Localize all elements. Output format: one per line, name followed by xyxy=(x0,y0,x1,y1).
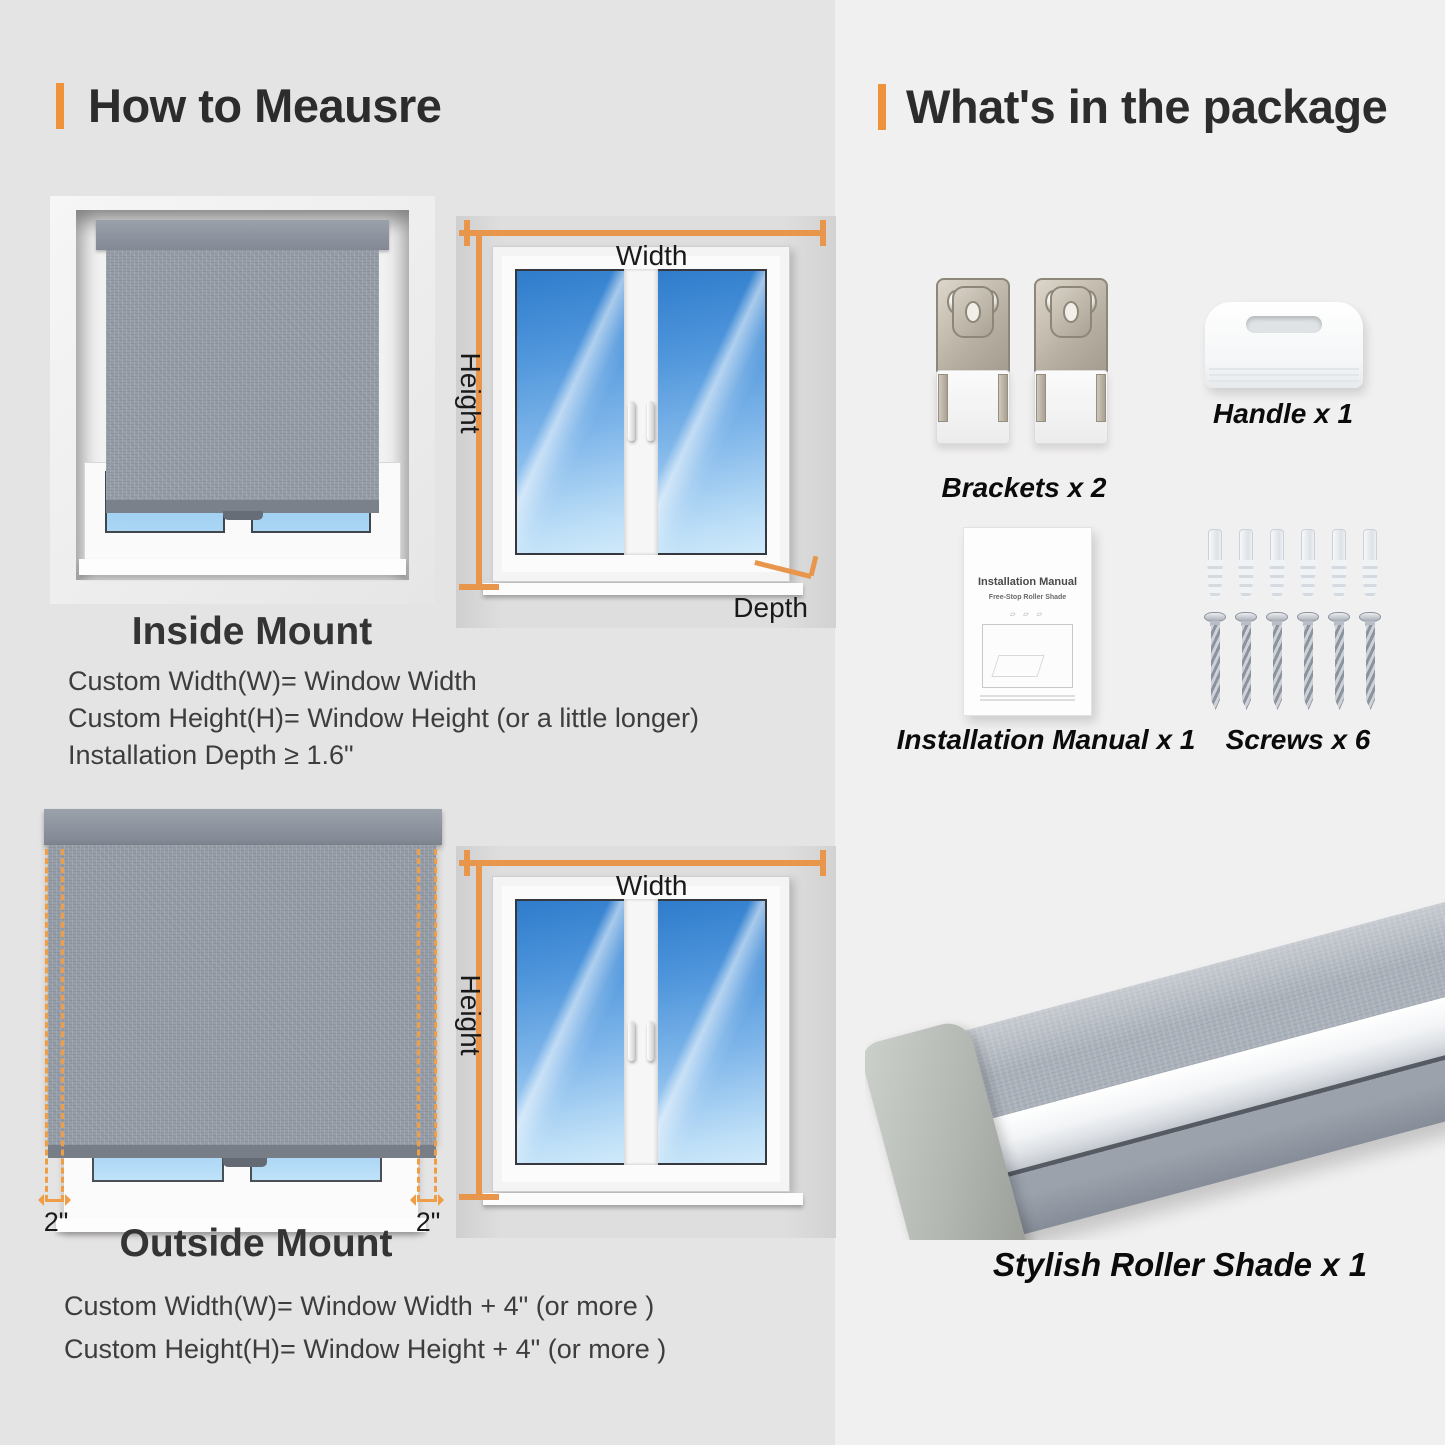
screws-label: Screws x 6 xyxy=(1225,724,1371,755)
page-title-left: How to Meausre xyxy=(88,79,442,132)
measure-end-cap xyxy=(459,860,499,866)
dashed-guide-line xyxy=(417,849,420,1201)
window-frame xyxy=(492,876,790,1192)
manual-cover-footnote xyxy=(980,695,1075,701)
shade-pull-tab xyxy=(223,511,263,520)
shade-bottom-bar xyxy=(48,1145,436,1158)
screw-shaft xyxy=(1273,625,1282,710)
screw-shaft xyxy=(1304,625,1313,710)
width-measure-line xyxy=(464,860,826,866)
anchor-sleeve xyxy=(1270,529,1284,561)
measure-diagram-outside xyxy=(456,846,836,1238)
handle-ridge xyxy=(1209,380,1359,382)
outside-mount-heading: Outside Mount xyxy=(119,1222,393,1265)
accent-bar xyxy=(878,84,886,130)
measure-end-cap xyxy=(820,220,826,246)
shade-fabric xyxy=(106,250,379,500)
outside-rule-width: Custom Width(W)= Window Width + 4" (or more ) xyxy=(64,1291,655,1321)
window-pane xyxy=(515,269,626,555)
manual-cover-title: Installation Manual xyxy=(977,576,1077,588)
wall-anchor xyxy=(1235,529,1257,603)
bracket xyxy=(936,278,1010,444)
inside-mount-heading: Inside Mount xyxy=(131,610,373,653)
inside-rule-depth: Installation Depth ≥ 1.6" xyxy=(68,740,354,770)
measure-end-cap xyxy=(809,556,819,577)
anchor-sleeve xyxy=(1208,529,1222,561)
anchor-fins xyxy=(1207,560,1223,602)
brackets-label: Brackets x 2 xyxy=(941,472,1107,503)
dashed-guide-line xyxy=(434,849,437,1201)
outside-mount-photo xyxy=(28,795,462,1247)
bracket-side-tab xyxy=(1096,374,1106,422)
screw-shaft xyxy=(1211,625,1220,710)
shade-valance xyxy=(96,220,389,250)
roller-shade-image xyxy=(865,855,1445,1240)
accent-bar xyxy=(56,83,64,129)
bracket xyxy=(1034,278,1108,444)
bracket-side-tab xyxy=(1036,374,1046,422)
handle-slot xyxy=(1246,316,1322,333)
handle-ridge xyxy=(1209,374,1359,376)
brackets-image xyxy=(936,278,1108,444)
screw-shaft xyxy=(1242,625,1251,710)
offset-arrow xyxy=(45,1199,64,1202)
shade-pull-tab xyxy=(223,1158,267,1167)
outside-rule-height: Custom Height(H)= Window Height + 4" (or more ) xyxy=(64,1334,667,1364)
handle-ridge xyxy=(1209,368,1359,370)
anchor-fins xyxy=(1238,560,1254,602)
measure-diagram-inside xyxy=(456,216,836,628)
inside-rule-height: Custom Height(H)= Window Height (or a little longer) xyxy=(68,703,699,733)
anchor-fins xyxy=(1362,560,1378,602)
width-label: Width xyxy=(615,240,688,271)
manual-cover-figure xyxy=(982,624,1073,688)
manual-cover-subtitle: Free-Stop Roller Shade xyxy=(988,594,1067,601)
inside-rule-width: Custom Width(W)= Window Width xyxy=(68,666,477,696)
dashed-guide-line xyxy=(45,849,48,1201)
depth-label: Depth xyxy=(733,592,808,623)
wall-anchor xyxy=(1328,529,1350,603)
measure-end-cap xyxy=(820,850,826,876)
measure-end-cap xyxy=(459,230,499,236)
center-stile xyxy=(624,269,658,555)
screw xyxy=(1265,612,1289,710)
shade-fabric xyxy=(48,845,436,1145)
wall-anchor xyxy=(1266,529,1288,603)
anchor-sleeve xyxy=(1363,529,1377,561)
dashed-guide-line xyxy=(61,849,64,1201)
window-recess xyxy=(76,210,409,580)
window-handle xyxy=(647,1021,654,1061)
window-sill xyxy=(483,1193,803,1205)
screw xyxy=(1296,612,1320,710)
inside-mount-photo xyxy=(50,196,435,604)
roller-shade-bar xyxy=(865,855,1445,1240)
wall-anchor xyxy=(1204,529,1226,603)
wall-anchor xyxy=(1359,529,1381,603)
manual-cover-icons: ▱ ▱ ▱ xyxy=(1009,611,1046,618)
shade-valance xyxy=(44,809,442,845)
window-handle xyxy=(647,401,654,441)
window-pane xyxy=(656,899,767,1165)
anchor-fins xyxy=(1300,560,1316,602)
window-handle xyxy=(628,1021,635,1061)
center-stile xyxy=(624,899,658,1165)
window-pane xyxy=(515,899,626,1165)
window-sill xyxy=(79,559,406,575)
screw xyxy=(1327,612,1351,710)
bracket-side-tab xyxy=(938,374,948,422)
screw xyxy=(1358,612,1382,710)
height-label: Height xyxy=(455,352,486,434)
screws-image xyxy=(1203,612,1382,710)
shade-label: Stylish Roller Shade x 1 xyxy=(992,1246,1368,1283)
screw xyxy=(1234,612,1258,710)
width-measure-line xyxy=(464,230,826,236)
manual-image xyxy=(963,527,1092,716)
page-title-right: What's in the package xyxy=(906,80,1388,133)
wall-anchor xyxy=(1297,529,1319,603)
anchors-image xyxy=(1204,529,1381,603)
screw xyxy=(1203,612,1227,710)
handle-label: Handle x 1 xyxy=(1212,398,1354,429)
width-label: Width xyxy=(615,870,688,901)
handle-image xyxy=(1205,302,1363,388)
offset-left-label: 2" xyxy=(43,1207,69,1237)
window-frame xyxy=(492,246,790,582)
bracket-side-tab xyxy=(998,374,1008,422)
measure-end-cap xyxy=(459,584,499,590)
bracket-plate xyxy=(1050,286,1092,338)
anchor-sleeve xyxy=(1239,529,1253,561)
anchor-sleeve xyxy=(1332,529,1346,561)
window-handle xyxy=(628,401,635,441)
window-pane xyxy=(656,269,767,555)
offset-right-label: 2" xyxy=(415,1207,441,1237)
screw-shaft xyxy=(1366,625,1375,710)
anchor-fins xyxy=(1331,560,1347,602)
anchor-sleeve xyxy=(1301,529,1315,561)
bracket-plate xyxy=(952,286,994,338)
screw-shaft xyxy=(1335,625,1344,710)
anchor-fins xyxy=(1269,560,1285,602)
measure-end-cap xyxy=(459,1194,499,1200)
manual-label: Installation Manual x 1 xyxy=(896,724,1196,755)
height-label: Height xyxy=(455,974,486,1056)
offset-arrow xyxy=(417,1199,437,1202)
